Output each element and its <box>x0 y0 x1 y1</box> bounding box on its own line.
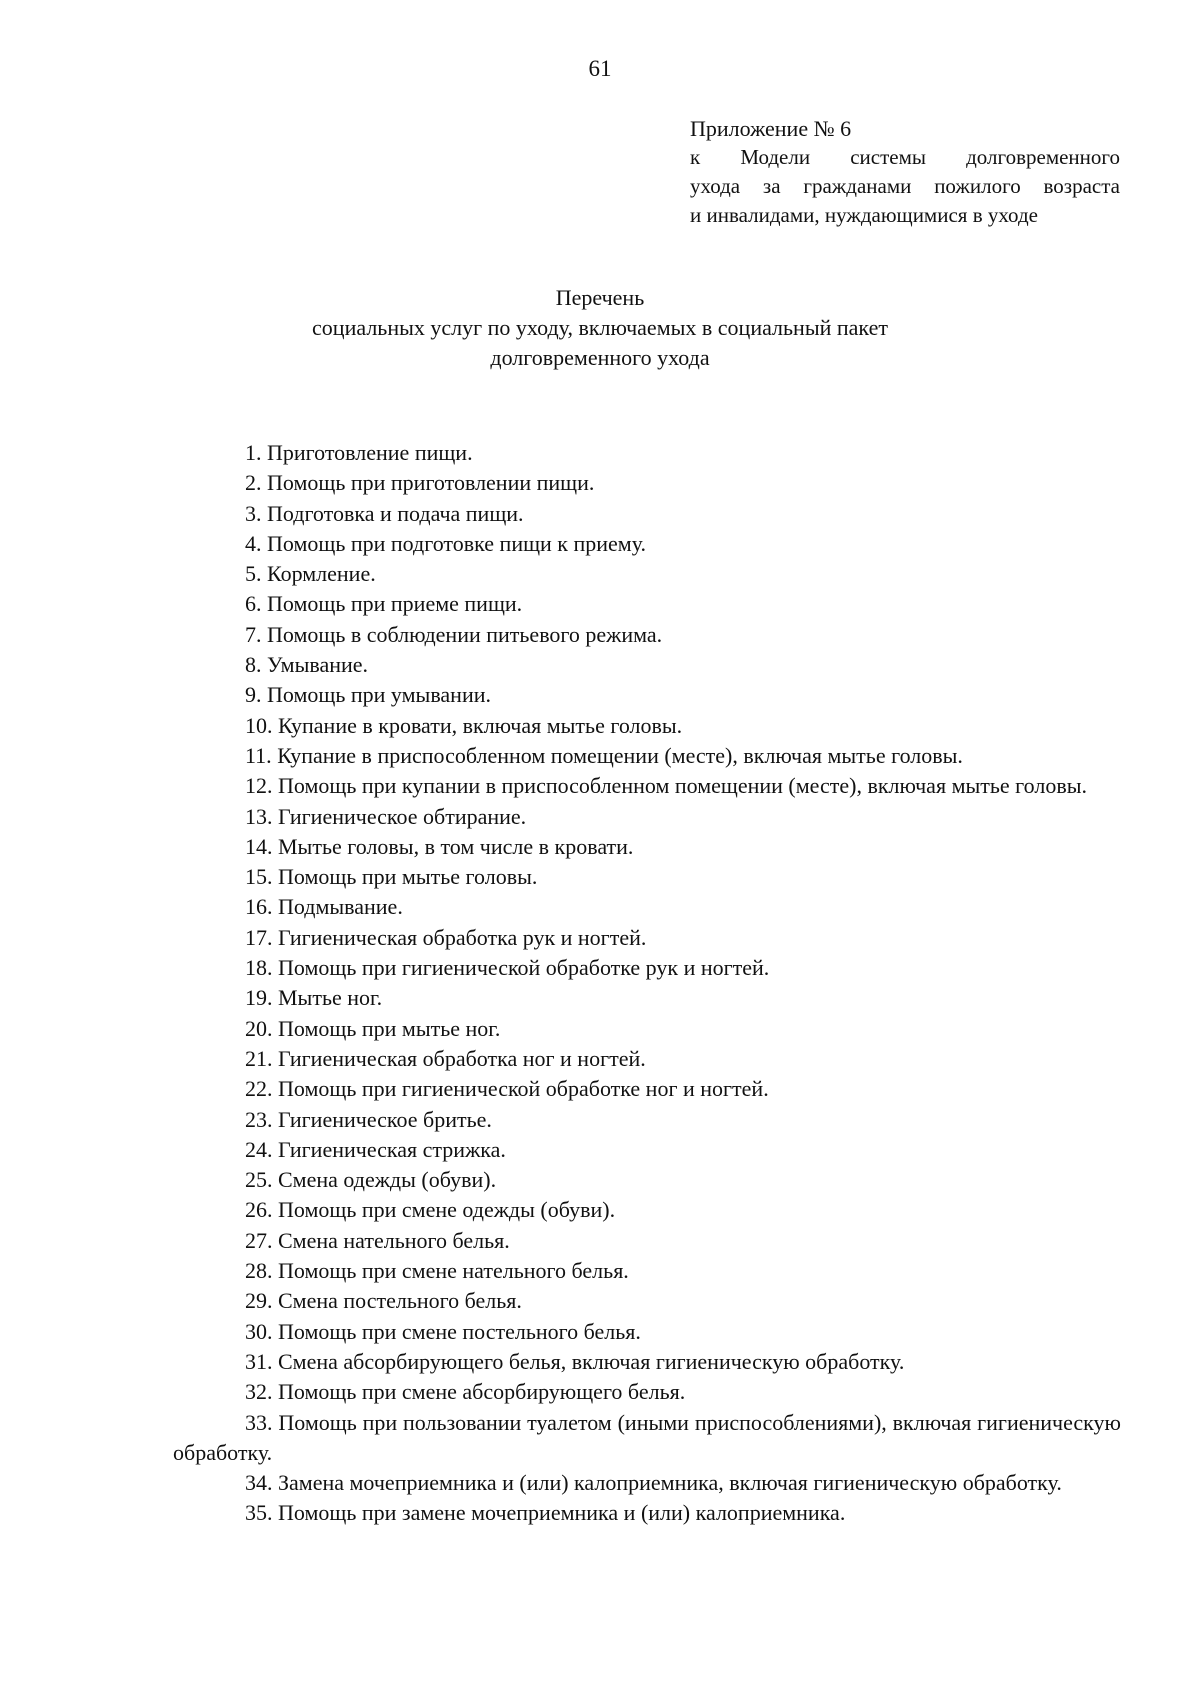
list-item-text: Помощь в соблюдении питьевого режима. <box>267 621 663 647</box>
list-item-number: 26. <box>245 1197 273 1223</box>
list-item-number: 7. <box>245 621 262 647</box>
document-heading <box>0 283 1200 373</box>
list-item-text: Гигиеническая стрижка. <box>278 1136 506 1162</box>
list-item-number: 17. <box>245 924 273 950</box>
list-item-number: 23. <box>245 1106 273 1132</box>
heading-title: Перечень <box>555 285 645 310</box>
list-item-text: Гигиеническое бритье. <box>278 1106 492 1132</box>
list-item <box>173 741 1121 771</box>
list-item-number: 27. <box>245 1227 273 1253</box>
list-item <box>173 438 1121 468</box>
list-item <box>173 1498 1121 1528</box>
list-item-text: Помощь при приеме пищи. <box>267 591 523 617</box>
list-item <box>173 1044 1121 1074</box>
list-item-text: Помощь при приготовлении пищи. <box>267 470 595 496</box>
list-item <box>173 1014 1121 1044</box>
list-item-text: Помощь при смене абсорбирующего белья. <box>278 1379 686 1405</box>
list-item <box>173 680 1121 710</box>
list-item-number: 33. <box>245 1409 273 1435</box>
list-item-number: 13. <box>245 803 273 829</box>
list-item <box>173 620 1121 650</box>
list-item-number: 18. <box>245 955 273 981</box>
list-item-text: Гигиеническая обработка ног и ногтей. <box>278 1045 646 1071</box>
list-item-number: 19. <box>245 985 273 1011</box>
list-item-text: Приготовление пищи. <box>267 440 473 465</box>
list-item-number: 35. <box>245 1500 273 1526</box>
list-item <box>173 559 1121 589</box>
list-item-text: Помощь при умывании. <box>267 682 492 708</box>
list-item-number: 14. <box>245 833 273 859</box>
heading-subtitle-line-1: социальных услуг по уходу, включаемых в социальный пакет <box>312 315 888 340</box>
list-item <box>173 1165 1121 1195</box>
list-item-number: 28. <box>245 1258 273 1284</box>
list-item-text: Гигиеническое обтирание. <box>278 803 527 829</box>
list-item-text: Смена постельного белья. <box>278 1288 522 1314</box>
list-item <box>173 1105 1121 1135</box>
list-item-text: Купание в кровати, включая мытье головы. <box>278 712 683 738</box>
list-item-number: 3. <box>245 500 262 526</box>
list-item-number: 22. <box>245 1076 273 1102</box>
list-item <box>173 589 1121 619</box>
list-item <box>173 1195 1121 1225</box>
list-item-number: 29. <box>245 1288 273 1314</box>
list-item <box>173 1377 1121 1407</box>
list-item-number: 32. <box>245 1379 273 1405</box>
list-item-text: Умывание. <box>267 652 369 678</box>
list-item-number: 20. <box>245 1015 273 1041</box>
services-list <box>173 438 1121 1529</box>
list-item-text: Кормление. <box>267 561 376 587</box>
list-item <box>173 923 1121 953</box>
list-item <box>173 1226 1121 1256</box>
list-item-text: Гигиеническая обработка рук и ногтей. <box>278 924 647 950</box>
appendix-block <box>690 114 1120 230</box>
list-item <box>173 529 1121 559</box>
list-item-number: 16. <box>245 894 273 920</box>
page-number: 61 <box>588 56 612 81</box>
list-item <box>173 1074 1121 1104</box>
appendix-line-1: к Модели системы долговременного <box>690 145 1120 169</box>
list-item-text: Подготовка и подача пищи. <box>267 500 524 526</box>
list-item-text: Помощь при гигиенической обработке ног и ногтей. <box>278 1076 769 1102</box>
list-item <box>173 1468 1121 1498</box>
list-item-text: Смена абсорбирующего белья, включая гигиеническую обработку. <box>278 1348 905 1374</box>
list-item-text: Помощь при мытье ног. <box>278 1015 501 1041</box>
list-item <box>173 1135 1121 1165</box>
list-item-text: Помощь при гигиенической обработке рук и ногтей. <box>278 955 770 981</box>
list-item-number: 4. <box>245 530 262 556</box>
list-item <box>173 1286 1121 1316</box>
list-item-text: Помощь при смене нательного белья. <box>278 1258 629 1284</box>
list-item <box>173 771 1121 801</box>
appendix-line-3: и инвалидами, нуждающимися в уходе <box>690 203 1038 227</box>
list-item-number: 1. <box>245 440 262 465</box>
list-item-text: Смена одежды (обуви). <box>278 1167 497 1193</box>
list-item-text: Подмывание. <box>278 894 403 920</box>
list-item <box>173 468 1121 498</box>
list-item-text: Мытье ног. <box>278 985 383 1011</box>
list-item <box>173 953 1121 983</box>
list-item-text: Помощь при пользовании туалетом (иными приспособлениями), включая гигиеническую обработку. <box>173 1409 1121 1465</box>
list-item <box>173 1408 1121 1469</box>
list-item <box>173 983 1121 1013</box>
list-item <box>173 802 1121 832</box>
list-item-number: 2. <box>245 470 262 496</box>
list-item-number: 24. <box>245 1136 273 1162</box>
list-item-text: Помощь при замене мочеприемника и (или) калоприемника. <box>278 1500 846 1526</box>
list-item <box>173 832 1121 862</box>
list-item-text: Помощь при смене одежды (обуви). <box>278 1197 616 1223</box>
list-item-number: 34. <box>245 1470 273 1496</box>
appendix-line-2: ухода за гражданами пожилого возраста <box>690 174 1120 198</box>
list-item-number: 12. <box>245 773 273 799</box>
list-item-text: Помощь при подготовке пищи к приему. <box>267 530 647 556</box>
list-item <box>173 1256 1121 1286</box>
list-item <box>173 1317 1121 1347</box>
list-item-number: 8. <box>245 652 262 678</box>
list-item-number: 15. <box>245 864 273 890</box>
list-item-number: 5. <box>245 561 262 587</box>
list-item-number: 11. <box>245 742 272 768</box>
list-item <box>173 1347 1121 1377</box>
list-item-text: Замена мочеприемника и (или) калоприемника, включая гигиеническую обработку. <box>278 1470 1062 1496</box>
list-item-number: 9. <box>245 682 262 708</box>
list-item-number: 30. <box>245 1318 273 1344</box>
list-item-text: Помощь при купании в приспособленном помещении (месте), включая мытье головы. <box>278 773 1088 799</box>
list-item <box>173 862 1121 892</box>
list-item-text: Помощь при мытье головы. <box>278 864 538 890</box>
list-item <box>173 892 1121 922</box>
heading-subtitle-line-2: долговременного ухода <box>490 345 710 370</box>
list-item-number: 31. <box>245 1348 273 1374</box>
list-item-text: Смена нательного белья. <box>278 1227 510 1253</box>
list-item-number: 21. <box>245 1045 273 1071</box>
list-item-text: Помощь при смене постельного белья. <box>278 1318 641 1344</box>
list-item-number: 10. <box>245 712 273 738</box>
list-item-text: Мытье головы, в том числе в кровати. <box>278 833 634 859</box>
appendix-title: Приложение № 6 <box>690 116 852 141</box>
list-item-number: 6. <box>245 591 262 617</box>
list-item <box>173 711 1121 741</box>
list-item <box>173 650 1121 680</box>
list-item-number: 25. <box>245 1167 273 1193</box>
list-item-text: Купание в приспособленном помещении (месте), включая мытье головы. <box>277 742 963 768</box>
list-item <box>173 499 1121 529</box>
